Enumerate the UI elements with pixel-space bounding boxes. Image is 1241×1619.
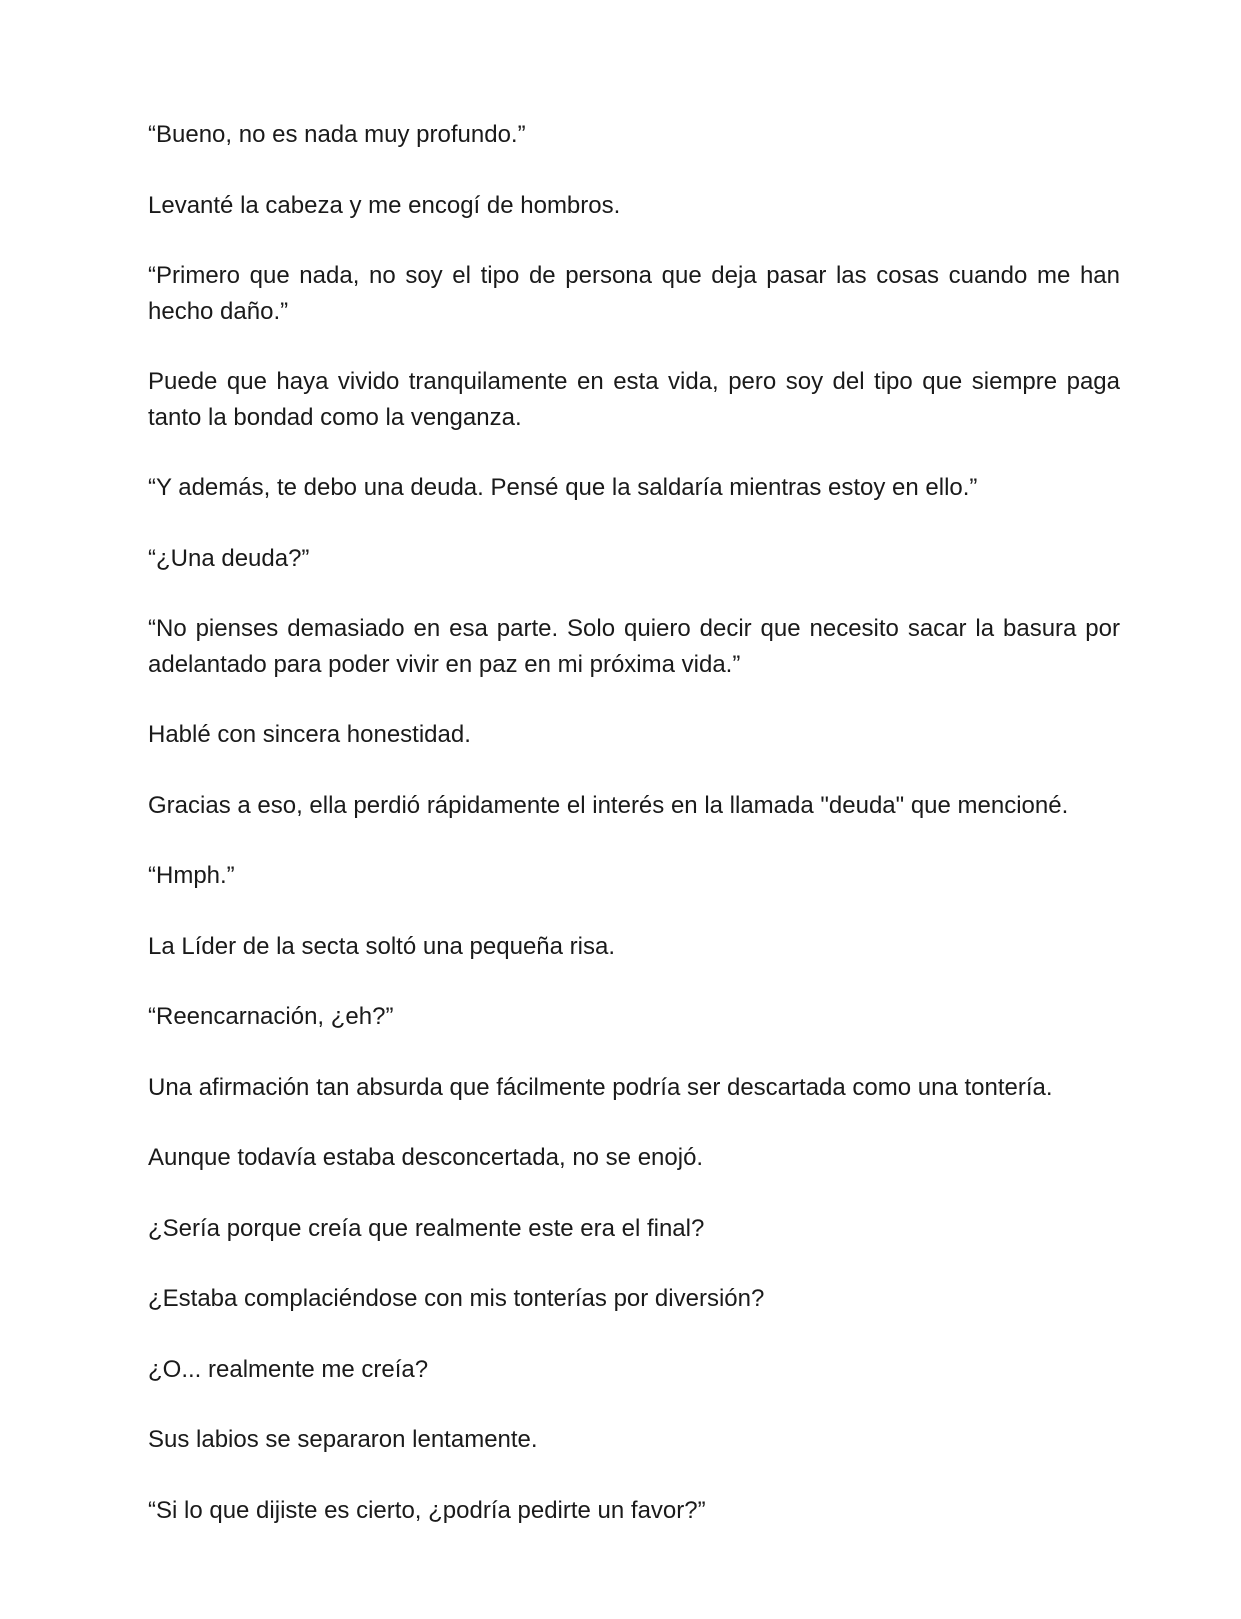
paragraph: “No pienses demasiado en esa parte. Solo quiero decir que necesito sacar la basura por adelantado para poder vivir en paz en mi próxima vida.”: [148, 615, 1120, 678]
document-body: [148, 117, 1120, 1563]
paragraph: Sus labios se separaron lentamente.: [148, 1426, 538, 1453]
paragraph: “¿Una deuda?”: [148, 544, 310, 572]
paragraph: “Primero que nada, no soy el tipo de persona que deja pasar las cosas cuando me han hecho daño.”: [148, 262, 1120, 325]
paragraph: La Líder de la secta soltó una pequeña risa.: [148, 932, 615, 960]
paragraph: Hablé con sincera honestidad.: [148, 721, 471, 748]
paragraph: Una afirmación tan absurda que fácilmente podría ser descartada como una tontería.: [148, 1073, 1053, 1101]
paragraph: ¿Sería porque creía que realmente este era el final?: [148, 1214, 705, 1242]
paragraph: “Si lo que dijiste es cierto, ¿podría pedirte un favor?”: [148, 1496, 706, 1524]
paragraph: “Reencarnación, ¿eh?”: [148, 1003, 394, 1030]
paragraph: Puede que haya vivido tranquilamente en esta vida, pero soy del tipo que siempre paga tanto la bondad como la venganza.: [148, 368, 1120, 431]
paragraph: ¿Estaba complaciéndose con mis tonterías por diversión?: [148, 1285, 765, 1312]
paragraph: “Hmph.”: [148, 862, 235, 889]
paragraph: ¿O... realmente me creía?: [148, 1355, 429, 1383]
paragraph: Gracias a eso, ella perdió rápidamente el interés en la llamada "deuda" que mencioné.: [148, 791, 1069, 819]
paragraph: Aunque todavía estaba desconcertada, no se enojó.: [148, 1144, 704, 1171]
paragraph: “Bueno, no es nada muy profundo.”: [148, 121, 526, 148]
paragraph: “Y además, te debo una deuda. Pensé que la saldaría mientras estoy en ello.”: [148, 474, 978, 501]
paragraph: Levanté la cabeza y me encogí de hombros.: [148, 191, 621, 219]
